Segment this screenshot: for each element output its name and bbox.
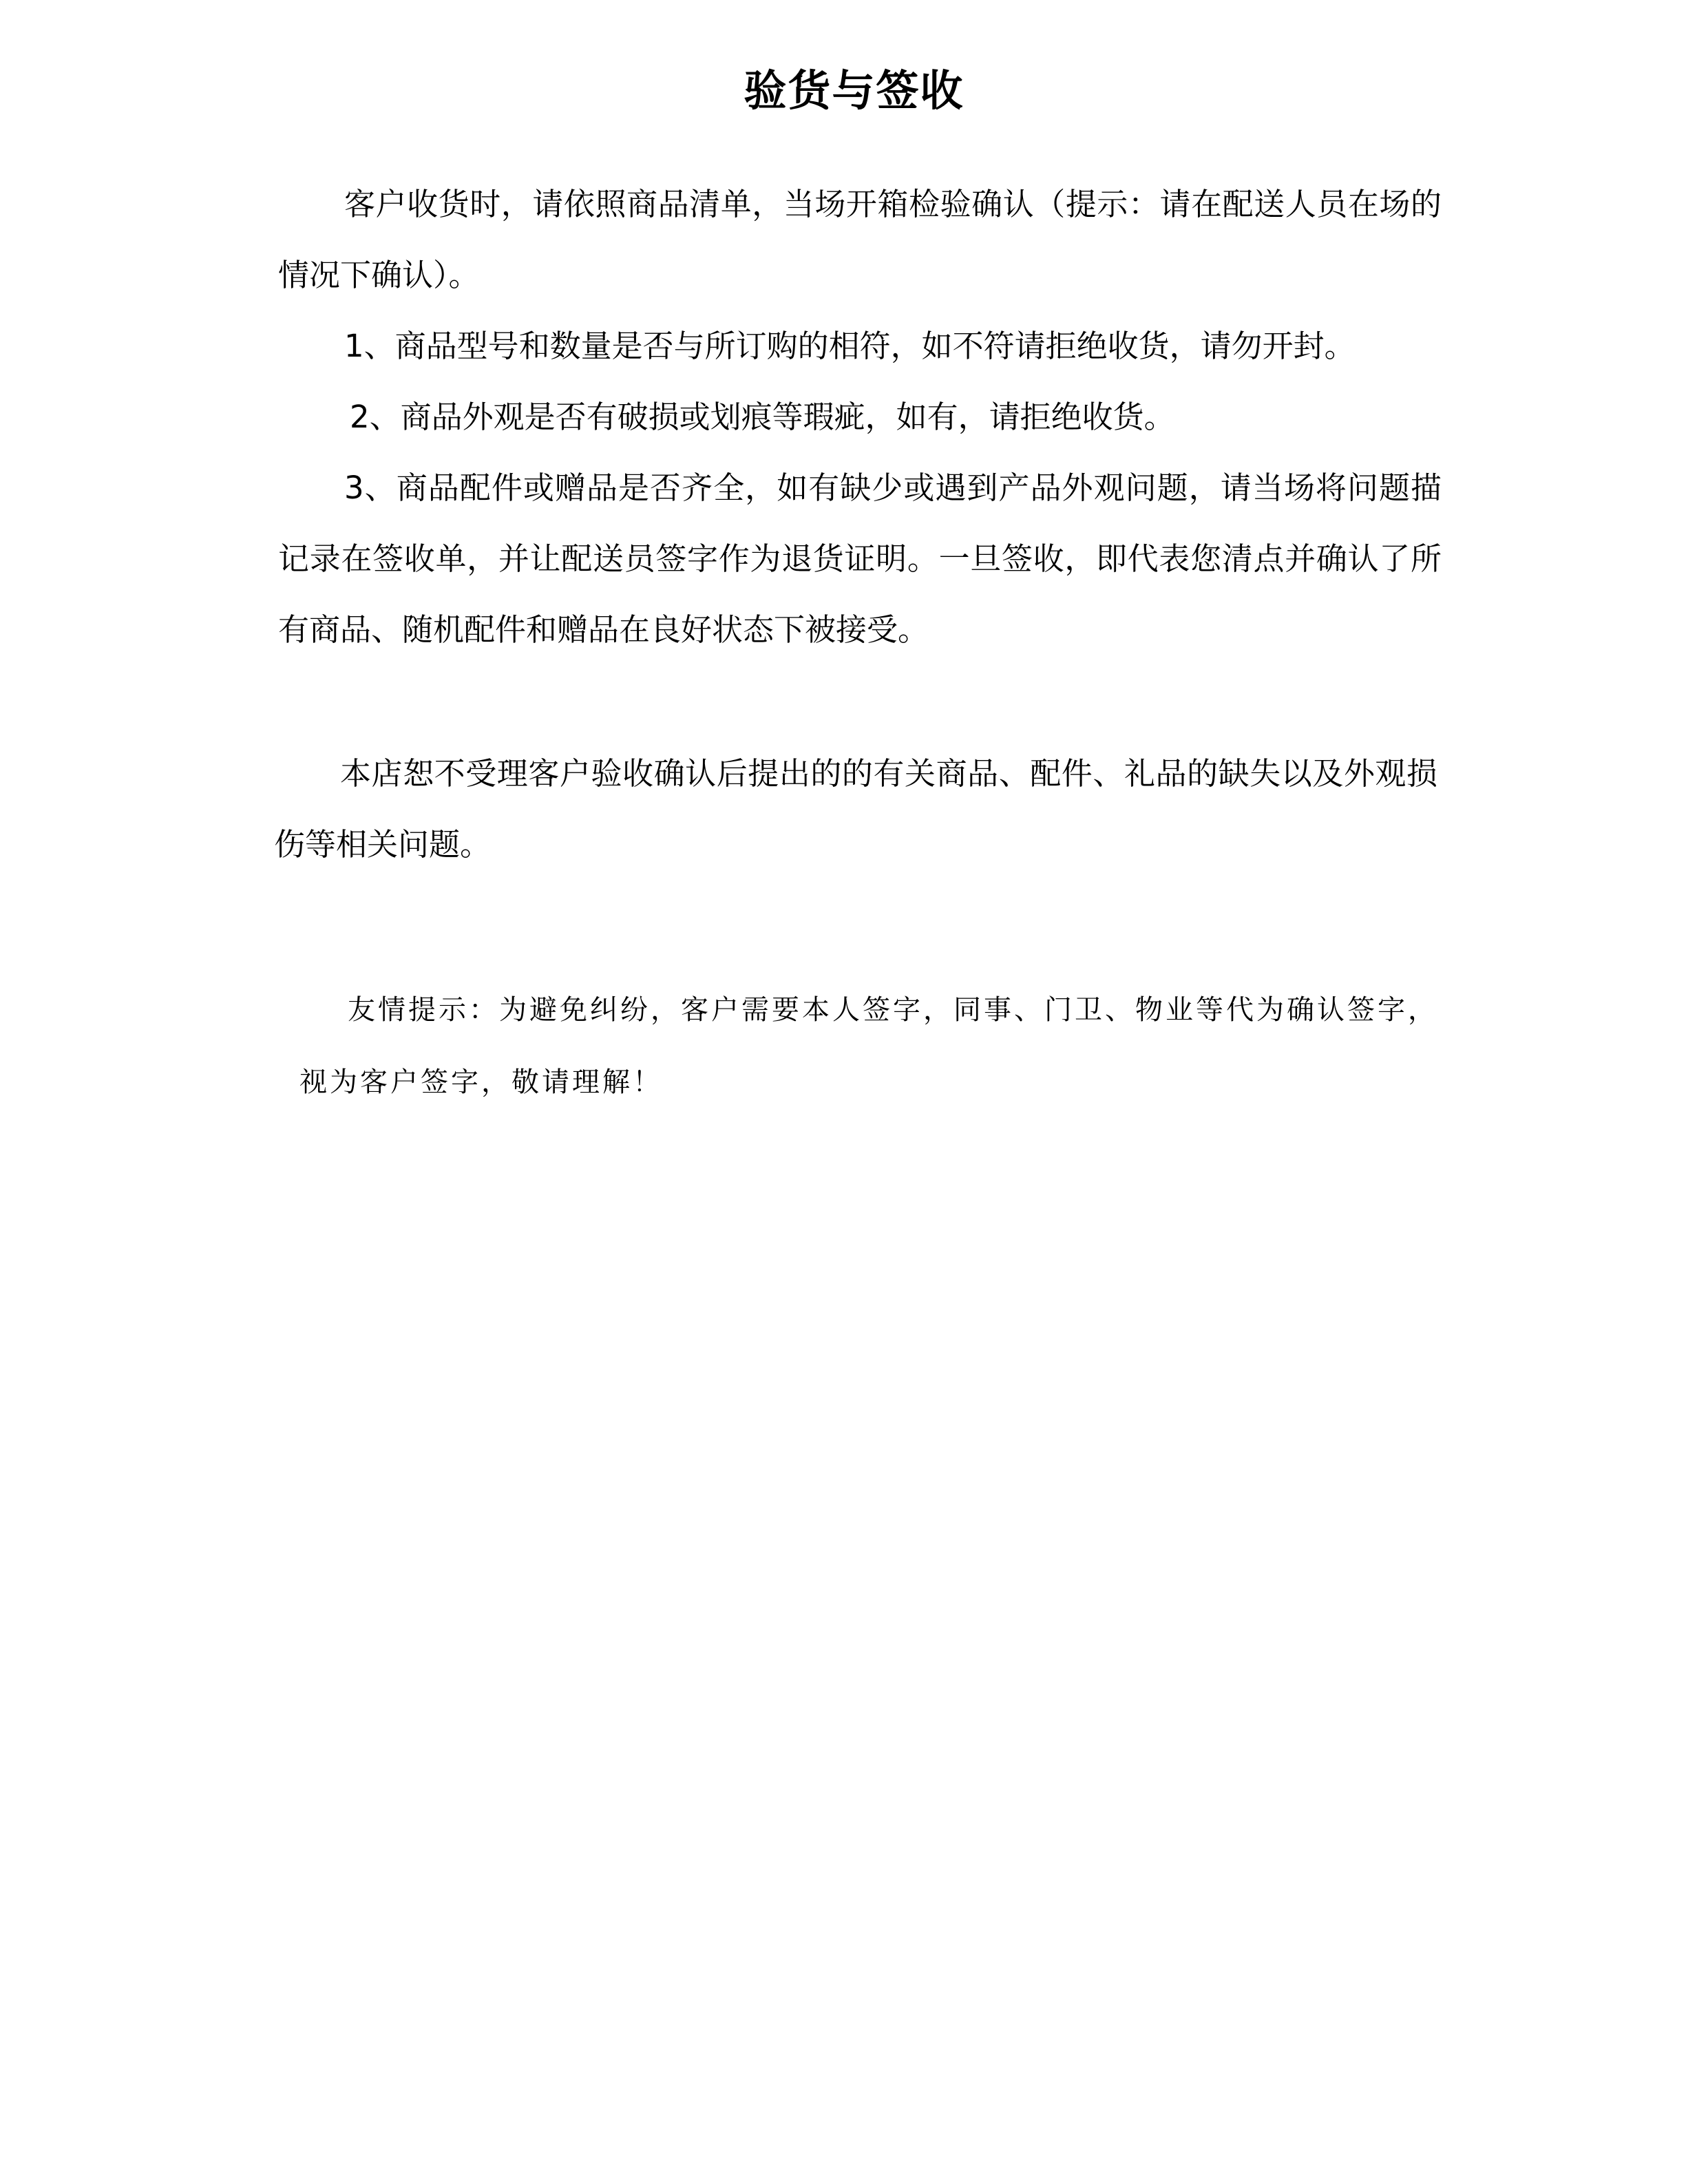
inspection-item-1: 1、商品型号和数量是否与所订购的相符，如不符请拒绝收货，请勿开封。 (344, 328, 1356, 364)
friendly-tip-line-2: 视为客户签字，敬请理解！ (299, 1066, 663, 1098)
inspection-item-3: 3、商品配件或赠品是否齐全，如有缺少或遇到产品外观问题，请当场将问题描记录在签收单，并让配送员签字作为退货证明。一旦签收，即代表您清点并确认了所有商品、随机配件和赠品在良好状态下被接受。 (278, 470, 1442, 648)
intro-paragraph: 客户收货时，请依照商品清单，当场开箱检验确认（提示：请在配送人员在场的情况下确认）。 (278, 186, 1442, 293)
disclaimer-paragraph: 本店恕不受理客户验收确认后提出的的有关商品、配件、礼品的缺失以及外观损伤等相关问题。 (274, 755, 1437, 863)
friendly-tip-line-1: 友情提示：为避免纠纷，客户需要本人签字，同事、门卫、物业等代为确认签字， (348, 994, 1438, 1026)
inspection-item-2: 2、商品外观是否有破损或划痕等瑕疵，如有，请拒绝收货。 (350, 399, 1175, 435)
page-title: 验货与签收 (744, 65, 964, 116)
